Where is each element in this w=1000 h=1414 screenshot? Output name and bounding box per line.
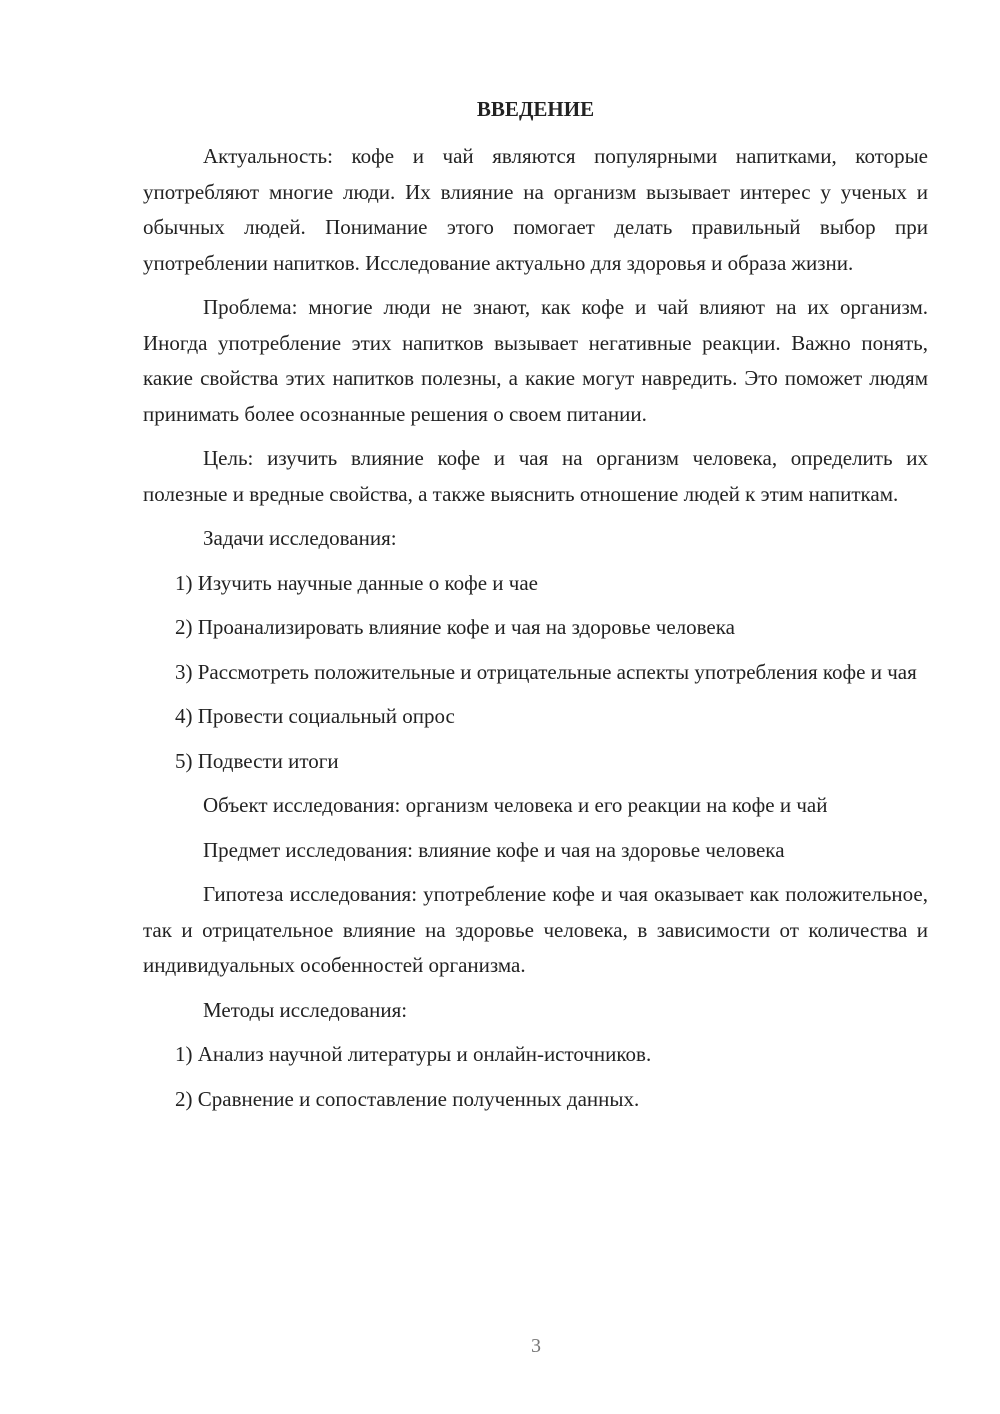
paragraph-relevance: Актуальность: кофе и чай являются популярными напитками, которые употребляют многие люди. Их влияние на организм вызывает интерес у ученых и обычных людей. Понимание этого помогает делать правильный выбор при употреблении напитков. Исследование актуально для здоровья и образа жизни. <box>143 144 928 275</box>
task-item: 1) Изучить научные данные о кофе и чае <box>175 570 538 595</box>
paragraph-hypothesis: Гипотеза исследования: употребление кофе и чая оказывает как положительное, так и отрицательное влияние на здоровье человека, в зависимости от количества и индивидуальных особенностей организма. <box>143 882 928 977</box>
paragraph-problem: Проблема: многие люди не знают, как кофе и чай влияют на их организм. Иногда употребление этих напитков вызывает негативные реакции. Важно понять, какие свойства этих напитков полезны, а какие могут навредить. Это поможет людям принимать более осознанные решения о своем питании. <box>143 295 928 426</box>
task-item: 3) Рассмотреть положительные и отрицательные аспекты употребления кофе и чая <box>175 659 917 684</box>
method-item: 1) Анализ научной литературы и онлайн-источников. <box>175 1042 652 1066</box>
task-item: 2) Проанализировать влияние кофе и чая на здоровье человека <box>175 615 735 639</box>
task-item: 4) Провести социальный опрос <box>175 704 455 728</box>
method-item: 2) Сравнение и сопоставление полученных данных. <box>175 1086 640 1111</box>
page-number: 3 <box>531 1335 541 1357</box>
tasks-heading: Задачи исследования: <box>203 526 397 550</box>
section-title: ВВЕДЕНИЕ <box>476 97 595 121</box>
task-item: 5) Подвести итоги <box>175 748 339 773</box>
paragraph-goal: Цель: изучить влияние кофе и чая на организм человека, определить их полезные и вредные свойства, а также выяснить отношение людей к этим напиткам. <box>143 446 928 506</box>
page-content <box>143 94 928 1126</box>
methods-heading: Методы исследования: <box>203 997 408 1022</box>
paragraph-subject: Предмет исследования: влияние кофе и чая на здоровье человека <box>203 837 785 862</box>
paragraph-object: Объект исследования: организм человека и его реакции на кофе и чай <box>203 793 828 817</box>
